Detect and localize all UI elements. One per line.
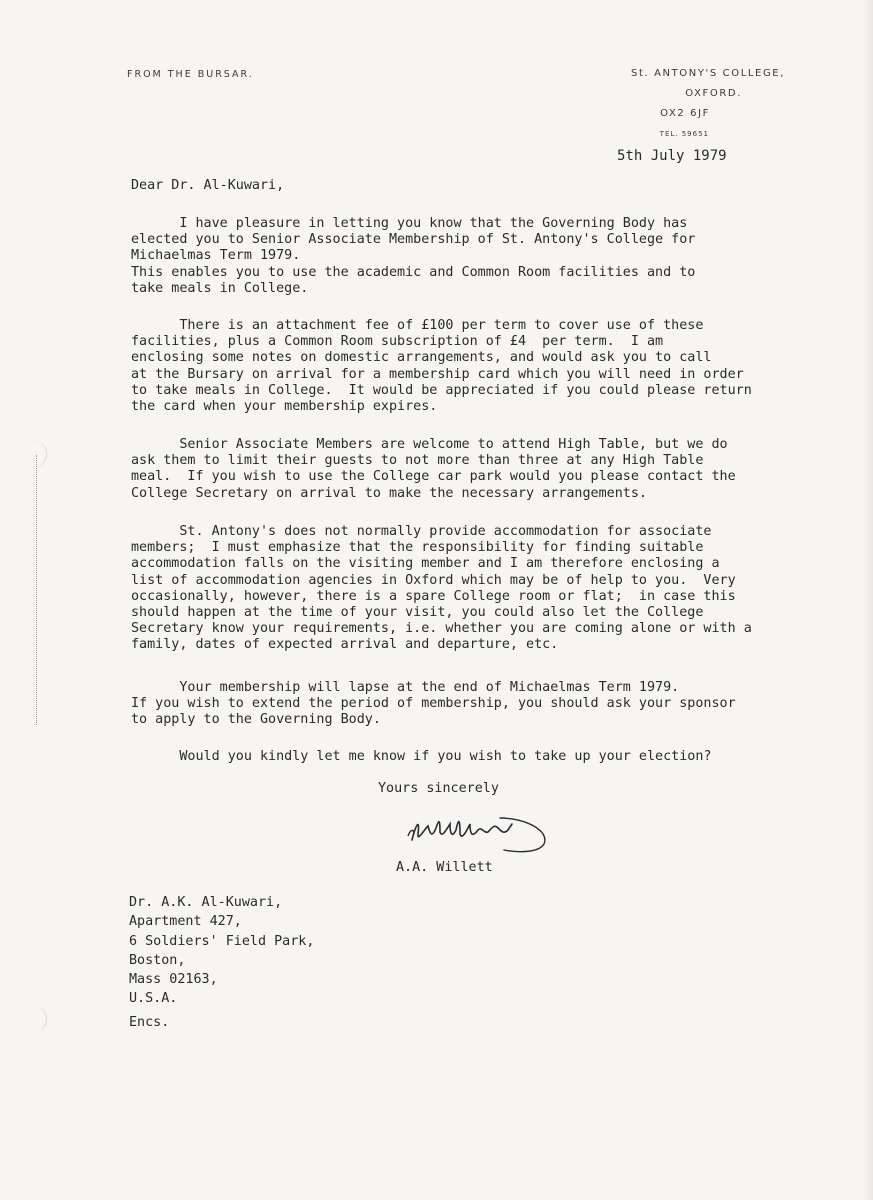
punch-hole-mark: [30, 440, 47, 468]
paragraph-election: I have pleasure in letting you know that the Governing Body has elected you to Senior Associate Membership of St. Antony's College for Michaelmas Term 1979. This enables you to use the academic and Common Room facilities and to take meals in College.: [131, 216, 696, 296]
punch-hole-mark: [30, 1005, 47, 1033]
paragraph-membership-lapse: Your membership will lapse at the end of Michaelmas Term 1979. If you wish to extend the period of membership, you should ask your sponsor to apply to the Governing Body.: [131, 680, 736, 728]
paragraph-fees: There is an attachment fee of £100 per term to cover use of these facilities, plus a Common Room subscription of £4 per term. I am enclosing some notes on domestic arrangements, and would ask you to call at the Bursary on arrival for a membership card which you will need in order to take meals in College. It would be appreciated if you could please return the card when your membership expires.: [131, 318, 752, 415]
closing: Yours sincerely: [378, 781, 499, 796]
paragraph-high-table: Senior Associate Members are welcome to attend High Table, but we do ask them to limit their guests to not more than three at any High Table meal. If you wish to use the College car park would you please contact the College Secretary on arrival to make the necessary arrangements.: [131, 437, 736, 501]
handwritten-signature: [404, 804, 554, 854]
recipient-city: Boston,: [129, 952, 186, 968]
recipient-state-zip: Mass 02163,: [129, 972, 218, 988]
paragraph-request-reply: Would you kindly let me know if you wish to take up your election?: [131, 749, 712, 764]
college-postcode: OX2 6JF: [660, 108, 710, 119]
sender-office: FROM THE BURSAR.: [127, 69, 254, 80]
enclosures-note: Encs.: [129, 1015, 170, 1030]
college-city: OXFORD.: [685, 88, 742, 99]
recipient-name: Dr. A.K. Al-Kuwari,: [129, 895, 283, 910]
salutation: Dear Dr. Al-Kuwari,: [131, 178, 285, 193]
signer-name: A.A. Willett: [396, 860, 493, 875]
recipient-apartment: Apartment 427,: [129, 914, 242, 930]
margin-dotted-line: [36, 455, 37, 725]
paragraph-accommodation: St. Antony's does not normally provide accommodation for associate members; I must emphasize that the responsibility for finding suitable accommodation falls on the visiting member and I am therefore enclosing a list of accommodation agencies in Oxford which may be of help to you. Very occasionally, however, there is a spare College room or flat; in case this should happen at the time of your visit, you could also let the College Secretary know your requirements, i.e. whether you are coming alone or with a family, dates of expected arrival and departure, etc.: [131, 524, 752, 653]
recipient-street: 6 Soldiers' Field Park,: [129, 933, 315, 949]
letter-date: 5th July 1979: [617, 148, 727, 164]
page-edge-shadow: [863, 0, 873, 1200]
recipient-address: [129, 893, 314, 1009]
college-name: St. ANTONY'S COLLEGE,: [631, 68, 785, 79]
college-address: [612, 64, 785, 144]
recipient-country: U.S.A.: [129, 991, 178, 1007]
college-telephone: TEL. 59651: [659, 130, 709, 138]
